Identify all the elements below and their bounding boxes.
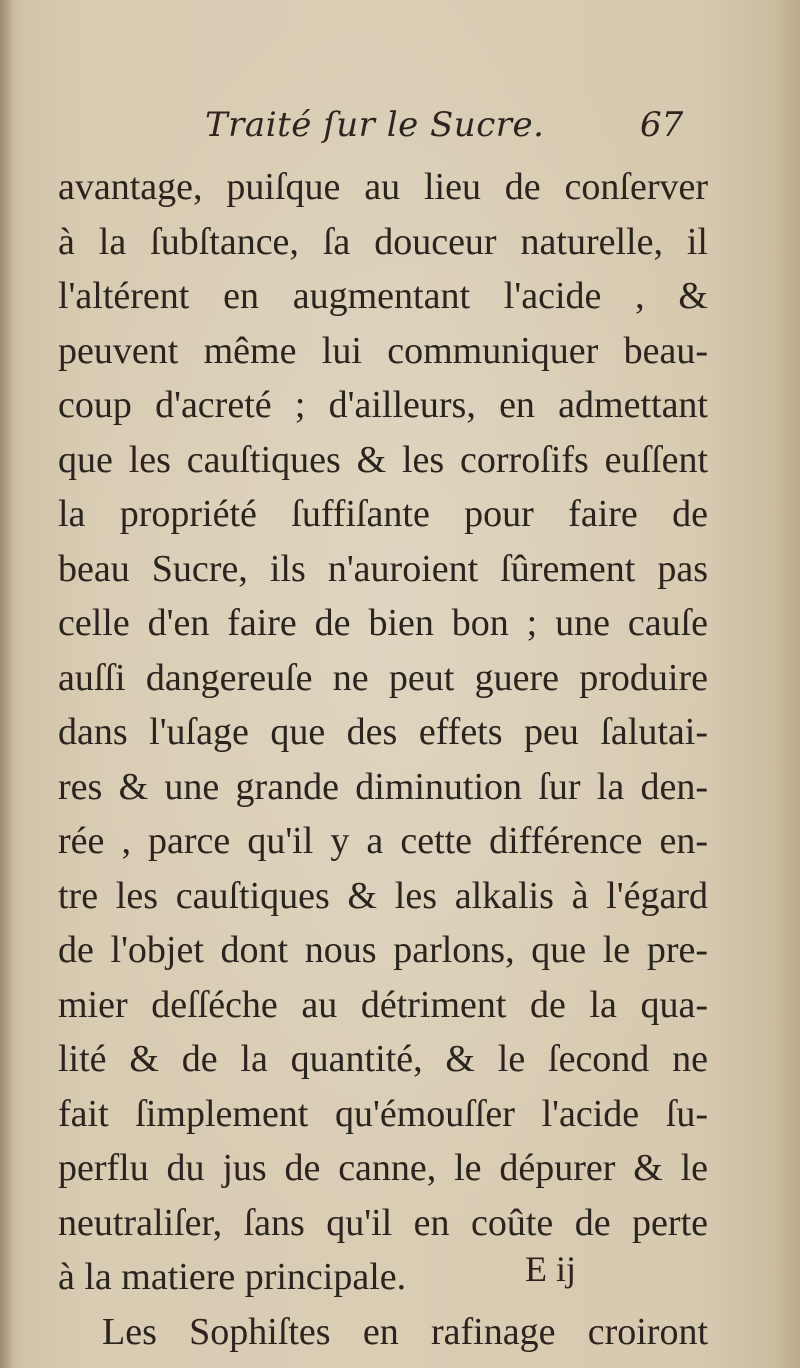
text-line: mier deſſéche au détriment de la qua- (58, 983, 708, 1026)
page-spine-shadow (0, 0, 14, 1368)
page-header (0, 105, 800, 157)
text-line: dans l'uſage que des effets peu ſalutai- (58, 711, 708, 753)
body-text (58, 160, 708, 1359)
text-line: de l'objet dont nous parlons, que le pre- (58, 929, 708, 971)
text-line: que les cauſtiques & les corroſifs euſſent (58, 438, 708, 481)
text-line: celle d'en faire de bien bon ; une cauſe (58, 602, 708, 644)
text-line: res & une grande diminution ſur la den- (58, 765, 708, 808)
text-line: peuvent même lui communiquer beau- (58, 329, 708, 372)
text-line: la propriété ſuffiſante pour faire de (58, 493, 708, 535)
text-line: l'altérent en augmentant l'acide , & (58, 275, 708, 317)
text-line: rée , parce qu'il y a cette différence en- (58, 820, 708, 862)
text-line: fait ſimplement qu'émouſſer l'acide ſu- (58, 1092, 708, 1135)
text-line: coup d'acreté ; d'ailleurs, en admettant (58, 384, 708, 426)
running-title: Traité ſur le Sucre. (205, 105, 545, 145)
text-line: neutraliſer, ſans qu'il en coûte de perte (58, 1201, 708, 1244)
signature-mark: E ij (525, 1249, 576, 1289)
text-line: beau Sucre, ils n'auroient ſûrement pas (58, 547, 708, 590)
text-line: avantage, puiſque au lieu de conſerver (58, 166, 708, 208)
page-number: 67 (640, 105, 684, 145)
text-line: perflu du jus de canne, le dépurer & le (58, 1147, 708, 1189)
text-line: Les Sophiſtes en rafinage croiront (102, 1310, 708, 1353)
text-line: à la matiere principale. (58, 1256, 407, 1298)
text-line: lité & de la quantité, & le ſecond ne (58, 1038, 708, 1080)
text-line: tre les cauſtiques & les alkalis à l'égard (58, 874, 708, 917)
text-line: à la ſubſtance, ſa douceur naturelle, il (58, 220, 708, 263)
text-line: auſſi dangereuſe ne peut guere produire (58, 656, 708, 699)
